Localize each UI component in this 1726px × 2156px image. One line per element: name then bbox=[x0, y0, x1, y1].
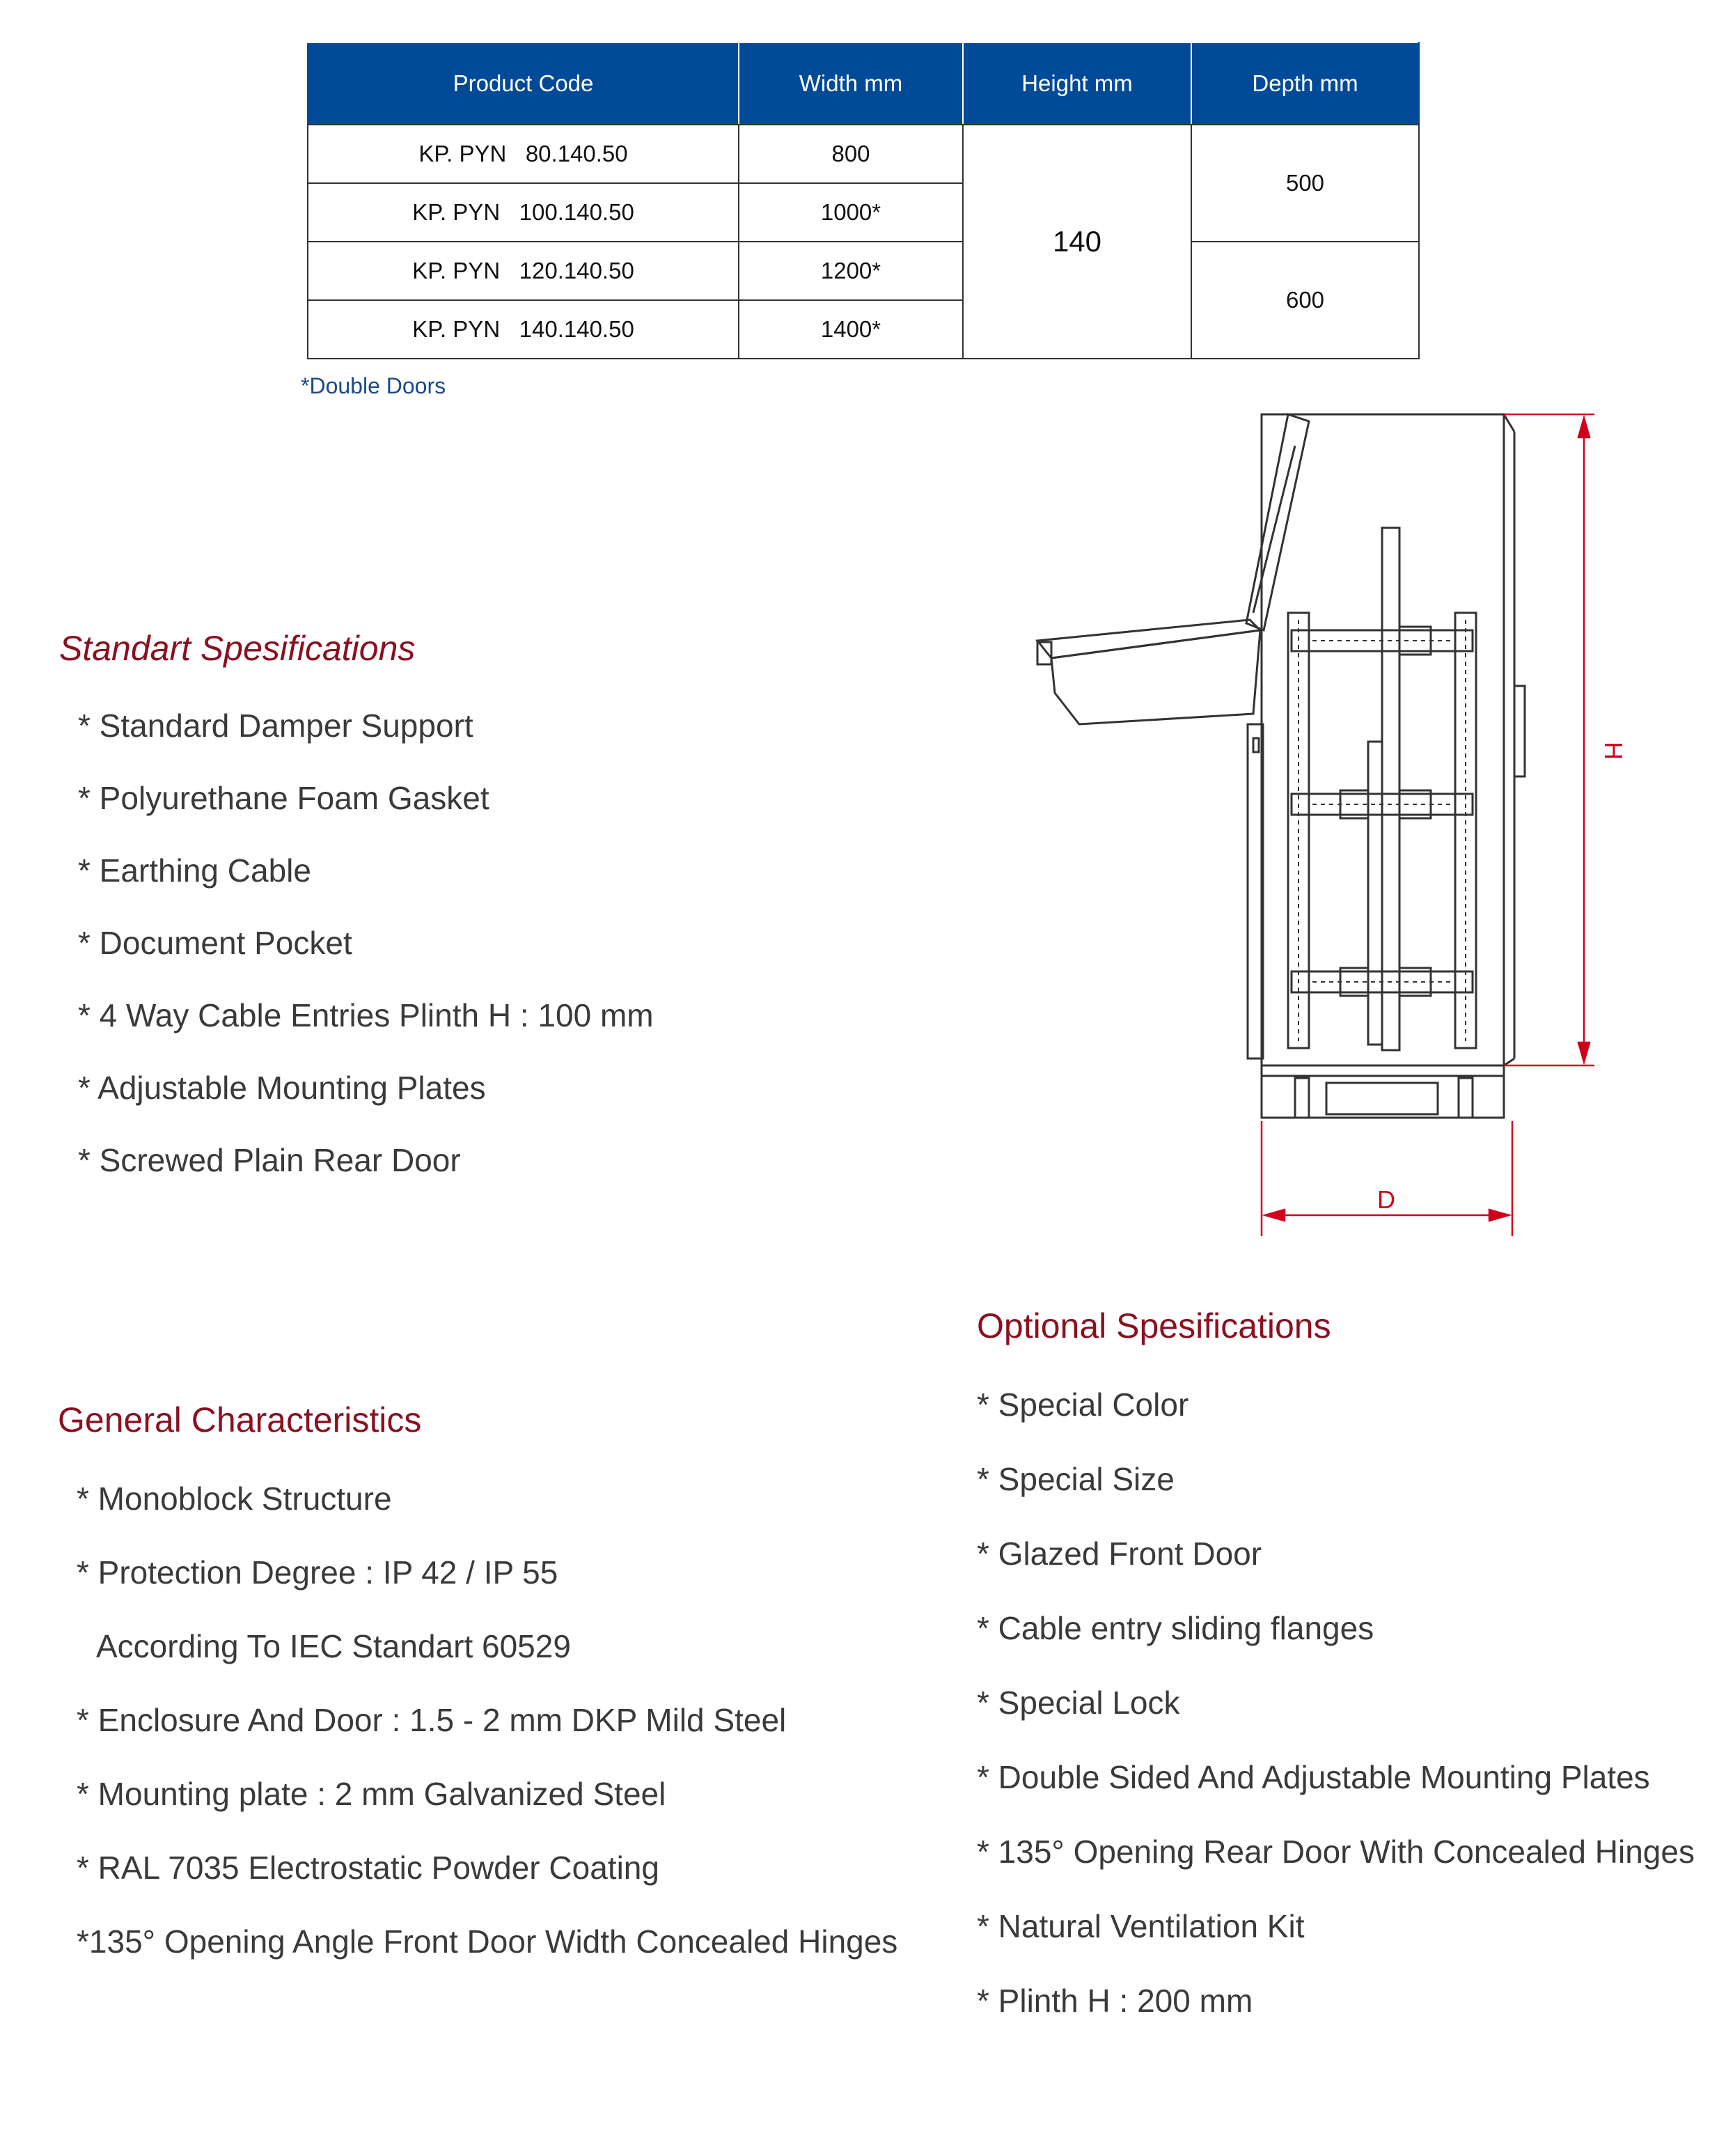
list-item: * Special Color bbox=[977, 1386, 1189, 1423]
list-item: * Polyurethane Foam Gasket bbox=[78, 780, 489, 816]
product-code-cell: KP. PYN 140.140.50 bbox=[308, 300, 739, 359]
list-item: * Screwed Plain Rear Door bbox=[78, 1142, 461, 1178]
list-item: * Cable entry sliding flanges bbox=[977, 1610, 1374, 1646]
list-item: * RAL 7035 Electrostatic Powder Coating bbox=[77, 1850, 659, 1886]
table-row bbox=[308, 242, 1419, 300]
width-cell: 800 bbox=[739, 125, 963, 183]
standard-spec-title: Standart Spesifications bbox=[59, 629, 416, 668]
list-item: * 4 Way Cable Entries Plinth H : 100 mm bbox=[78, 997, 654, 1033]
optional-spec-title: Optional Spesifications bbox=[977, 1306, 1331, 1345]
plinth bbox=[1262, 1065, 1504, 1118]
header-depth: Depth mm bbox=[1191, 42, 1419, 125]
list-item: * Adjustable Mounting Plates bbox=[78, 1070, 486, 1106]
list-item: * Monoblock Structure bbox=[77, 1481, 392, 1517]
product-code-cell: KP. PYN 100.140.50 bbox=[308, 183, 739, 242]
list-item: * Plinth H : 200 mm bbox=[977, 1983, 1253, 2019]
height-dimension-label: H bbox=[1599, 742, 1628, 760]
open-front-panel bbox=[1037, 620, 1260, 658]
header-width: Width mm bbox=[739, 42, 963, 125]
list-item: * Standard Damper Support bbox=[78, 708, 473, 744]
list-item: * Mounting plate : 2 mm Galvanized Steel bbox=[77, 1776, 666, 1812]
list-item: * 135° Opening Rear Door With Concealed Hinges bbox=[977, 1834, 1695, 1870]
header-height: Height mm bbox=[963, 42, 1191, 125]
list-item: * Document Pocket bbox=[78, 925, 352, 961]
list-item: * Natural Ventilation Kit bbox=[977, 1908, 1305, 1944]
list-item: According To IEC Standart 60529 bbox=[96, 1628, 571, 1664]
list-item: * Special Lock bbox=[977, 1685, 1180, 1721]
list-item: *135° Opening Angle Front Door Width Concealed Hinges bbox=[77, 1923, 898, 1960]
depth-cell: 500 bbox=[1191, 125, 1419, 242]
list-item: * Special Size bbox=[977, 1461, 1175, 1497]
width-cell: 1000* bbox=[739, 183, 963, 242]
list-item: * Earthing Cable bbox=[78, 852, 311, 889]
open-top-door bbox=[1246, 414, 1309, 630]
table-row bbox=[308, 125, 1419, 183]
list-item: * Double Sided And Adjustable Mounting Plates bbox=[977, 1759, 1650, 1795]
header-product-code: Product Code bbox=[308, 42, 739, 125]
enclosure-technical-drawing bbox=[1023, 390, 1628, 1253]
product-code-cell: KP. PYN 80.140.50 bbox=[308, 125, 739, 183]
width-cell: 1400* bbox=[739, 300, 963, 359]
depth-cell: 600 bbox=[1191, 242, 1419, 359]
width-cell: 1200* bbox=[739, 242, 963, 300]
double-doors-footnote: *Double Doors bbox=[301, 373, 446, 398]
list-item: * Protection Degree : IP 42 / IP 55 bbox=[77, 1554, 558, 1591]
product-code-cell: KP. PYN 120.140.50 bbox=[308, 242, 739, 300]
general-characteristics-title: General Characteristics bbox=[58, 1400, 422, 1439]
depth-dimension-label: D bbox=[1377, 1185, 1395, 1214]
list-item: * Glazed Front Door bbox=[977, 1536, 1262, 1572]
product-table bbox=[307, 42, 1420, 359]
height-cell: 140 bbox=[963, 125, 1191, 359]
list-item: * Enclosure And Door : 1.5 - 2 mm DKP Mild Steel bbox=[77, 1702, 787, 1738]
